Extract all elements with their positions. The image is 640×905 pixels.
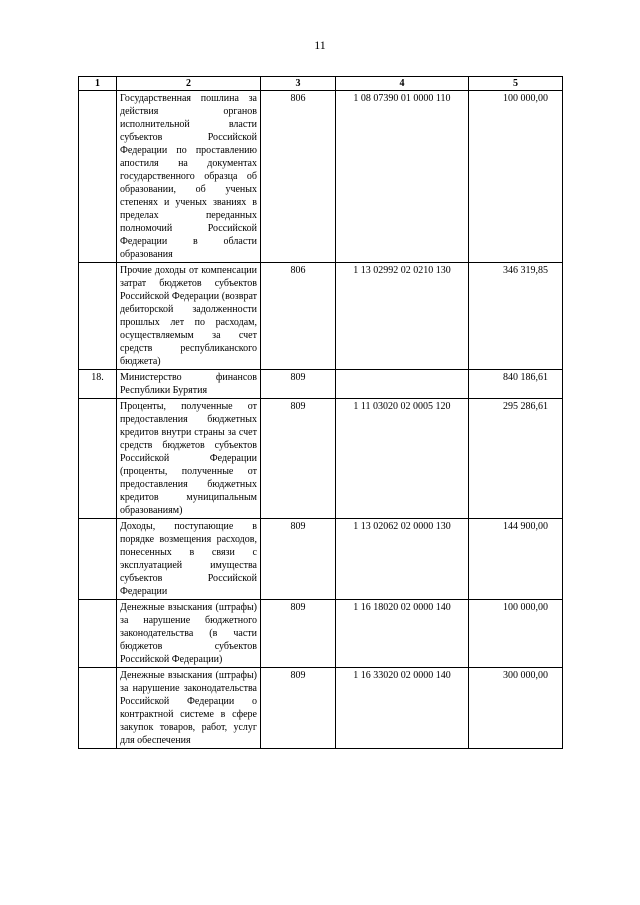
page-number: 11	[314, 38, 326, 52]
table-row	[79, 519, 563, 600]
table-row	[79, 399, 563, 519]
budget-class-code: 1 08 07390 01 0000 110	[336, 91, 469, 263]
row-number: 18.	[79, 370, 117, 399]
revenue-name: Министерство финансов Республики Бурятия	[117, 370, 261, 399]
column-header: 2	[117, 77, 261, 91]
table-row	[79, 91, 563, 263]
row-number	[79, 668, 117, 749]
budget-class-code: 1 16 33020 02 0000 140	[336, 668, 469, 749]
table-row	[79, 370, 563, 399]
amount: 144 900,00	[469, 519, 563, 600]
revenue-table	[78, 76, 563, 749]
admin-code: 809	[261, 370, 336, 399]
column-header: 1	[79, 77, 117, 91]
revenue-name: Проценты, полученные от предоставления бюджетных кредитов внутри страны за счет средств бюджетов субъектов Российской Федерации (проценты, полученные от предоставления бюджетных кредитов муниципальным образованиям)	[117, 399, 261, 519]
table-row	[79, 600, 563, 668]
admin-code: 806	[261, 91, 336, 263]
column-header: 3	[261, 77, 336, 91]
admin-code: 809	[261, 519, 336, 600]
revenue-name: Доходы, поступающие в порядке возмещения расходов, понесенных в связи с эксплуатацией имущества субъектов Российской Федерации	[117, 519, 261, 600]
admin-code: 809	[261, 600, 336, 668]
row-number	[79, 600, 117, 668]
admin-code: 809	[261, 399, 336, 519]
amount: 100 000,00	[469, 91, 563, 263]
table-row	[79, 668, 563, 749]
amount: 346 319,85	[469, 263, 563, 370]
table-header-row	[79, 77, 563, 91]
revenue-name: Прочие доходы от компенсации затрат бюджетов субъектов Российской Федерации (возврат дебиторской задолженности прошлых лет по расходам, осуществляемым за счет средств республиканского бюджета)	[117, 263, 261, 370]
amount: 300 000,00	[469, 668, 563, 749]
column-header: 4	[336, 77, 469, 91]
amount: 100 000,00	[469, 600, 563, 668]
row-number	[79, 263, 117, 370]
revenue-name: Денежные взыскания (штрафы) за нарушение бюджетного законодательства (в части бюджетов субъектов Российской Федерации)	[117, 600, 261, 668]
row-number	[79, 91, 117, 263]
budget-class-code: 1 13 02062 02 0000 130	[336, 519, 469, 600]
table-row	[79, 263, 563, 370]
row-number	[79, 519, 117, 600]
admin-code: 806	[261, 263, 336, 370]
admin-code: 809	[261, 668, 336, 749]
amount: 840 186,61	[469, 370, 563, 399]
column-header: 5	[469, 77, 563, 91]
revenue-name: Денежные взыскания (штрафы) за нарушение законодательства Российской Федерации о контрактной системе в сфере закупок товаров, работ, услуг для обеспечения	[117, 668, 261, 749]
revenue-name: Государственная пошлина за действия органов исполнительной власти субъектов Российской Федерации по проставлению апостиля на документах государственного образца об образовании, об ученых степенях и ученых званиях в пределах переданных полномочий Российской Федерации в области образования	[117, 91, 261, 263]
budget-class-code: 1 16 18020 02 0000 140	[336, 600, 469, 668]
budget-class-code: 1 11 03020 02 0005 120	[336, 399, 469, 519]
budget-class-code	[336, 370, 469, 399]
budget-class-code: 1 13 02992 02 0210 130	[336, 263, 469, 370]
row-number	[79, 399, 117, 519]
amount: 295 286,61	[469, 399, 563, 519]
